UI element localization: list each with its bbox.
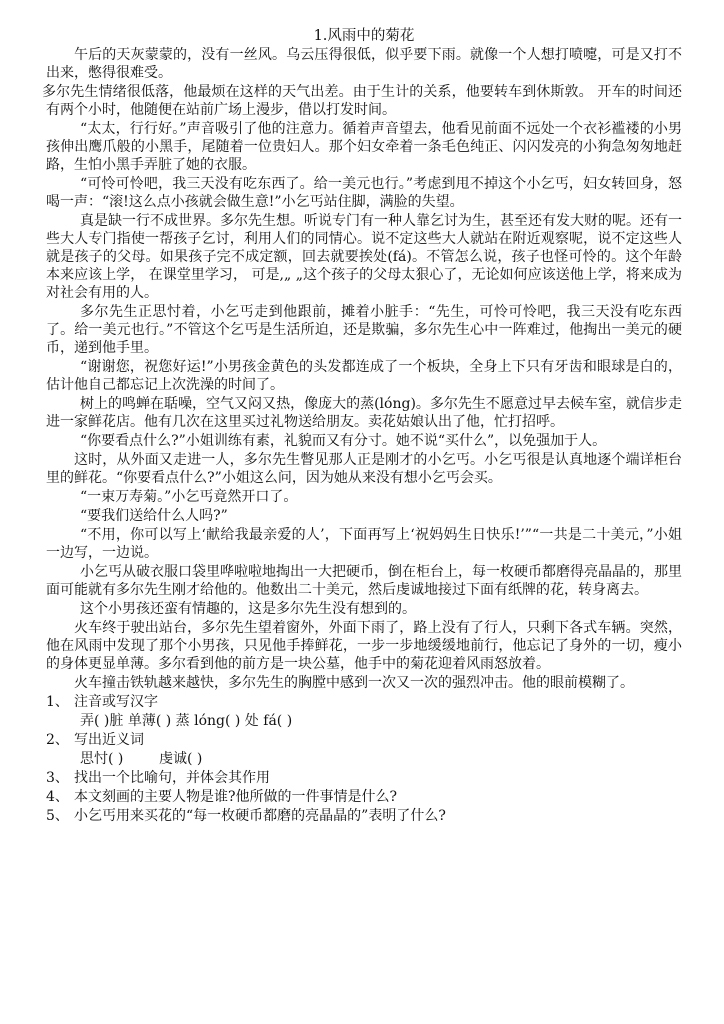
question-number: 1、: [46, 694, 69, 710]
paragraph: 树上的鸣蝉在聒噪，空气又闷又热，像庞大的蒸(lóng)。多尔先生不愿意过早去候车室，就信步走进一家鲜花店。他有几次在这里买过礼物送给朋友。卖花姑娘认出了他，忙打招呼。: [46, 396, 682, 430]
paragraph: 这个小男孩还蛮有情趣的，这是多尔先生没有想到的。: [80, 601, 416, 617]
paragraph: 这时，从外面又走进一人，多尔先生瞥见那人正是刚才的小乞丐。小乞丐很是认真地逐个端详柜台里的鲜花。“你要看点什么?”小姐这么问，因为她从来没有想小乞丐会买。: [46, 452, 682, 486]
paragraph: 午后的天灰蒙蒙的，没有一丝风。乌云压得很低，似乎要下雨。就像一个人想打喷嚏，可是又打不出来，憋得很难受。: [46, 47, 682, 81]
question-text: 本文刻画的主要人物是谁?他所做的一件事情是什么?: [74, 789, 398, 805]
question-text: 写出近义词: [74, 732, 144, 748]
question-number: 5、: [46, 808, 69, 824]
paragraph: “谢谢您，祝您好运!”小男孩金黄色的头发都连成了一个板块，全身上下只有牙齿和眼球是白的，估计他自己都忘记上次洗澡的时间了。: [46, 359, 682, 393]
paragraph: “不用，你可以写上‘献给我最亲爱的人’，下面再写上‘祝妈妈生日快乐!’”“一共是二十美元，”小姐一边写，一边说。: [46, 527, 682, 561]
article-title: 1.风雨中的菊花: [313, 28, 415, 44]
question-number: 3、: [46, 770, 69, 786]
document: [42, 27, 682, 826]
question-text: 小乞丐用来买花的“每一枚硬币都磨的亮晶晶的”表明了什么?: [74, 808, 446, 824]
question-item: [46, 769, 682, 787]
paragraph: 小乞丐从破衣服口袋里哗啦啦地掏出一大把硬币，倒在柜台上，每一枚硬币都磨得亮晶晶的，那里面可能就有多尔先生刚才给他的。他数出二十美元，然后虔诚地接过下面有纸牌的花，转身离去。: [46, 564, 682, 598]
paragraph: “你要看点什么?”小姐训练有素，礼貌而又有分寸。她不说“买什么”，以免强加于人。: [80, 433, 607, 449]
paragraph: “可怜可怜吧，我三天没有吃东西了。给一美元也行。”考虑到甩不掉这个小乞丐，妇女转回身，怒喝一声：“滚!这么点小孩就会做生意!”小乞丐站住脚，满脸的失望。: [46, 176, 682, 210]
question-number: 2、: [46, 732, 69, 748]
question-item: [46, 788, 682, 806]
paragraph: 火车终于驶出站台，多尔先生望着窗外，外面下雨了，路上没有了行人，只剩下各式车辆。突然，他在风雨中发现了那个小男孩，只见他手捧鲜花，一步一步地缓缓地前行，他忘记了身外的一切，瘦小的身体更显单薄。多尔看到他的前方是一块公墓，他手中的菊花迎着风雨怒放着。: [46, 620, 682, 672]
paragraph: 多尔先生情绪很低落，他最烦在这样的天气出差。由于生计的关系，他要转车到休斯敦。 开车的时间还有两个小时，他随便在站前广场上漫步，借以打发时间。: [42, 84, 682, 118]
question-item: [46, 807, 682, 825]
answer-line[interactable]: 弄( )脏 单薄( ) 蒸 lóng( ) 处 fá( ): [80, 713, 293, 729]
question-item: [46, 731, 682, 749]
paragraph: 多尔先生正思忖着，小乞丐走到他跟前，摊着小脏手：“先生，可怜可怜吧，我三天没有吃东西了。给一美元也行。”不管这个乞丐是生活所迫，还是欺骗，多尔先生心中一阵难过，他掏出一美元的硬币，递到他手里。: [46, 304, 682, 356]
question-text: 找出一个比喻句，并体会其作用: [74, 770, 270, 786]
paragraph: 火车撞击铁轨越来越快，多尔先生的胸膛中感到一次又一次的强烈冲击。他的眼前模糊了。: [74, 675, 634, 691]
paragraph: “一束万寿菊。”小乞丐竟然开口了。: [80, 489, 298, 505]
question-number: 4、: [46, 789, 69, 805]
questions-section: [46, 693, 682, 825]
paragraph: “要我们送给什么人吗?”: [80, 508, 228, 524]
paragraph: 真是缺一行不成世界。多尔先生想。听说专门有一种人靠乞讨为生，甚至还有发大财的呢。还有一些大人专门指使一帮孩子乞讨，利用人们的同情心。说不定这些大人就站在附近观察呢，说不定这些人就是孩子的父母。如果孩子完不成定额，回去就要挨处(fá)。不管怎么说，孩子也怪可怜的。这个年龄本来应该上学， 在课堂里学习， 可是,„ „这个孩子的父母太狠心了，无论如何应该送他上学，将来成为对社会有用的人。: [46, 213, 682, 301]
answer-line[interactable]: 思忖( ) 虔诚( ): [80, 751, 203, 767]
paragraph: “太太，行行好。”声音吸引了他的注意力。循着声音望去，他看见前面不远处一个衣衫褴褛的小男孩伸出鹰爪般的小黑手，尾随着一位贵妇人。那个妇女牵着一条毛色纯正、闪闪发亮的小狗急匆匆地赶路，生怕小黑手弄脏了她的衣服。: [46, 121, 682, 173]
question-text: 注音或写汉字: [74, 694, 158, 710]
question-item: [46, 693, 682, 711]
